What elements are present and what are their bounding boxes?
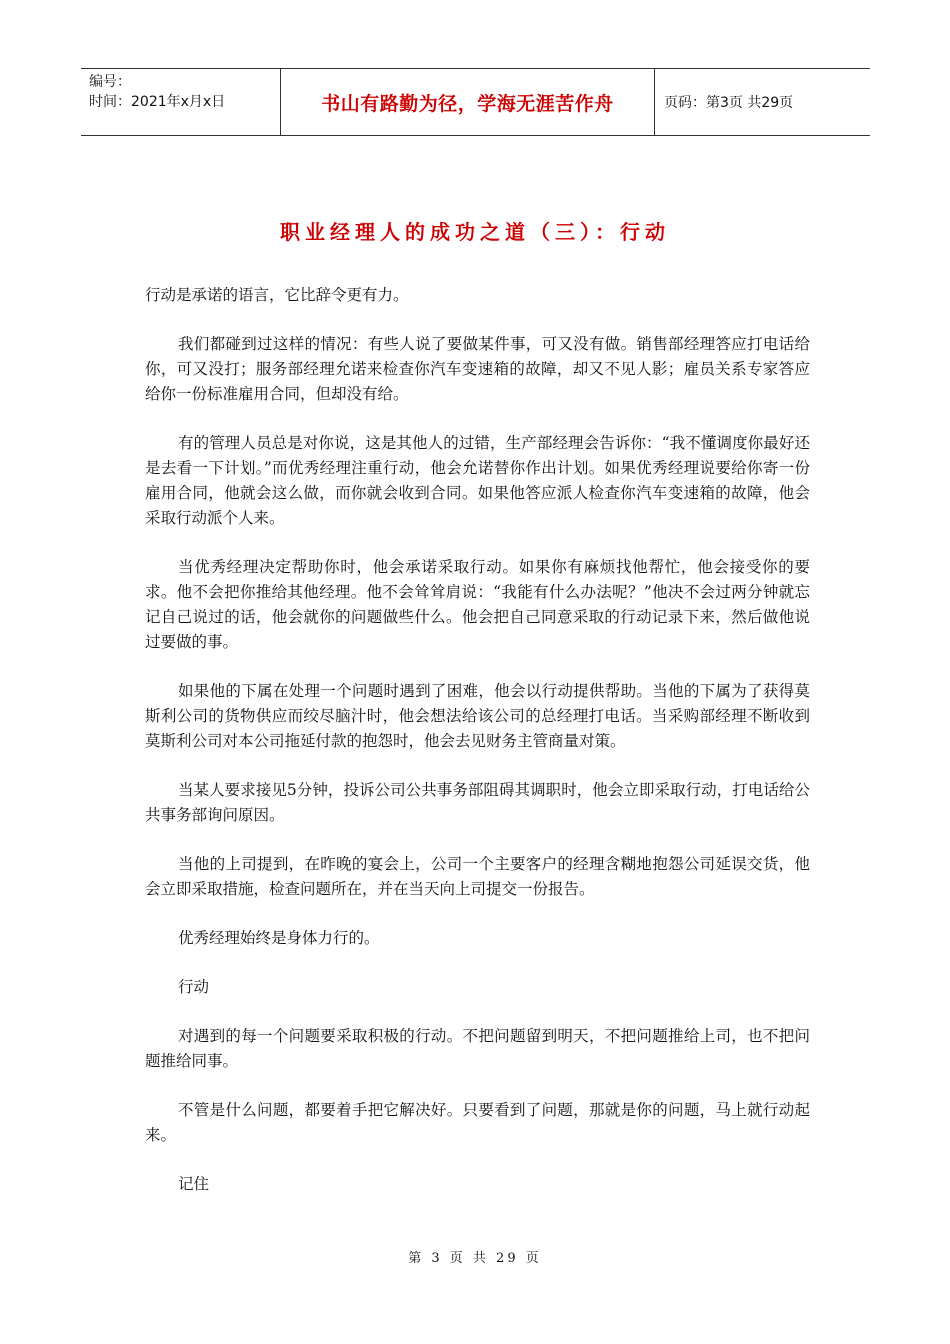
paragraph: 优秀经理始终是身体力行的。 <box>178 929 380 947</box>
document-header <box>81 68 870 136</box>
document-body <box>145 283 810 1221</box>
paragraph: 我们都碰到过这样的情况：有些人说了要做某件事，可又没有做。销售部经理答应打电话给你，可又没打；服务部经理允诺来检查你汽车变速箱的故障，却又不见人影；雇员关系专家答应给你一份标准雇用合同，但却没有给。 <box>145 335 810 403</box>
page-footer: 第 3 页 共 29 页 <box>408 1251 542 1266</box>
paragraph: 当某人要求接见5分钟，投诉公司公共事务部阻碍其调职时，他会立即采取行动，打电话给公共事务部询问原因。 <box>145 781 810 824</box>
section-heading: 行动 <box>178 978 210 996</box>
paragraph: 不管是什么问题，都要着手把它解决好。只要看到了问题，那就是你的问题，马上就行动起来。 <box>145 1101 810 1144</box>
paragraph: 当优秀经理决定帮助你时，他会承诺采取行动。如果你有麻烦找他帮忙，他会接受你的要求。他不会把你推给其他经理。他不会耸耸肩说：“我能有什么办法呢？”他决不会过两分钟就忘记自己说过的话，他会就你的问题做些什么。他会把自己同意采取的行动记录下来，然后做他说过要做的事。 <box>145 558 810 651</box>
paragraph: 当他的上司提到，在昨晚的宴会上，公司一个主要客户的经理含糊地抱怨公司延误交货，他会立即采取措施，检查问题所在，并在当天向上司提交一份报告。 <box>145 855 810 898</box>
paragraph: 如果他的下属在处理一个问题时遇到了困难，他会以行动提供帮助。当他的下属为了获得莫斯利公司的货物供应而绞尽脑汁时，他会想法给该公司的总经理打电话。当采购部经理不断收到莫斯利公司对本公司拖延付款的抱怨时，他会去见财务主管商量对策。 <box>145 682 810 750</box>
document-title: 职业经理人的成功之道（三）：行动 <box>280 220 670 244</box>
document-number-label: 编号： <box>89 74 131 90</box>
header-motto: 书山有路勤为径，学海无涯苦作舟 <box>281 69 655 135</box>
header-meta-cell <box>81 69 281 135</box>
paragraph: 对遇到的每一个问题要采取积极的行动。不把问题留到明天，不把问题推给上司，也不把问题推给同事。 <box>145 1027 810 1070</box>
section-heading: 记住 <box>178 1175 210 1193</box>
header-page-label: 页码：第3页 共29页 <box>664 95 794 111</box>
document-date-label: 时间：2021年x月x日 <box>89 94 226 110</box>
paragraph: 行动是承诺的语言，它比辞令更有力。 <box>145 286 409 304</box>
paragraph: 有的管理人员总是对你说，这是其他人的过错，生产部经理会告诉你：“我不懂调度你最好还是去看一下计划。”而优秀经理注重行动，他会允诺替你作出计划。如果优秀经理说要给你寄一份雇用合同，他就会这么做，而你就会收到合同。如果他答应派人检查你汽车变速箱的故障，他会采取行动派个人来。 <box>145 434 810 527</box>
